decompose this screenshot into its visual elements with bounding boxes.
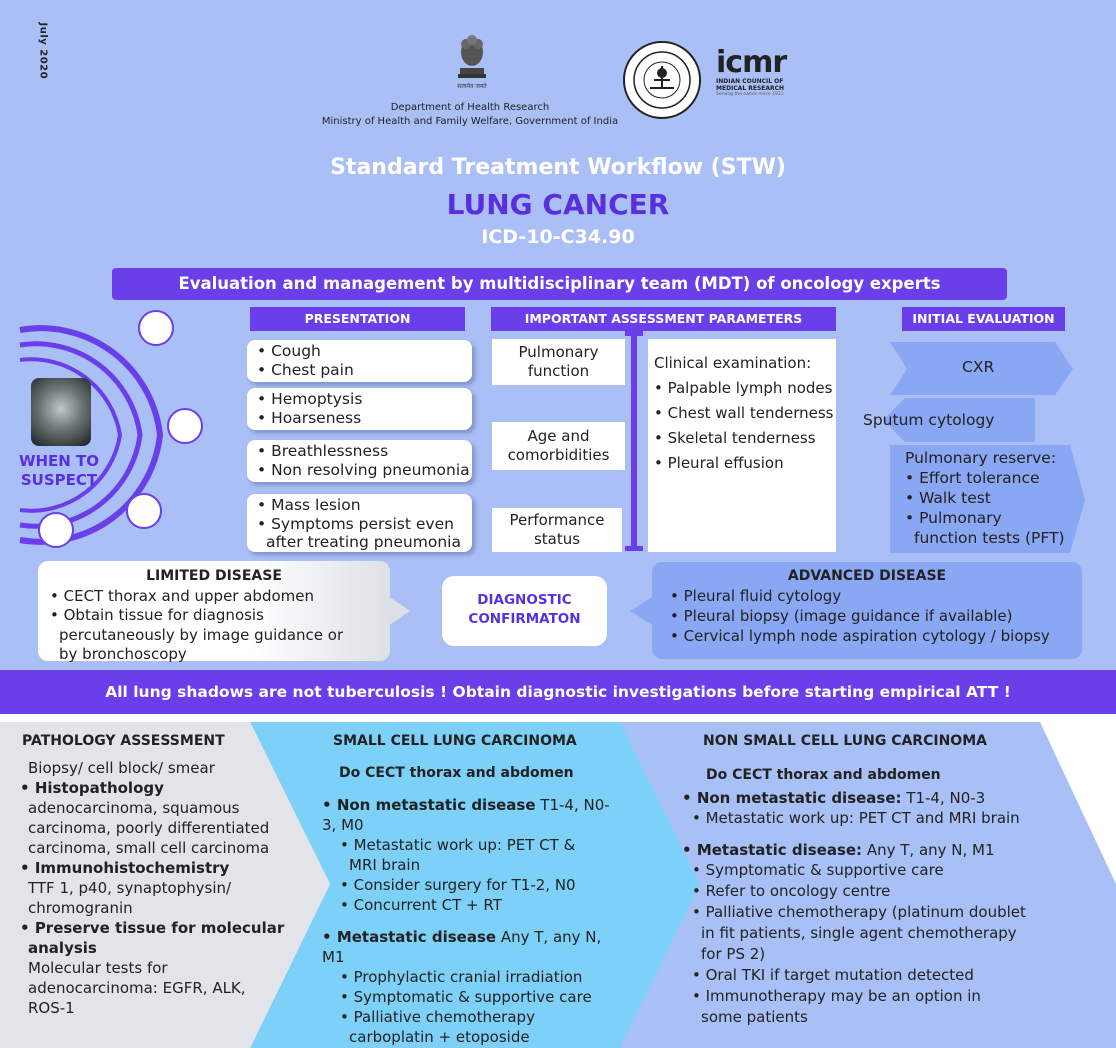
date-label: July 2020 xyxy=(37,22,49,80)
performance-status-box: Performance status xyxy=(492,508,622,552)
pathology-content: Biopsy/ cell block/ smear • Histopathology adenocarcinoma, squamous carcinoma, poorly differentiated carcinoma, small cell carcinoma • Immunohistochemistry TTF 1, p40, synaptophysin/ chromogranin • Preserve tissue for molecular analysis Molecular tests for adenocarcinoma: EGFR, ALK, ROS-1 xyxy=(20,759,285,1017)
nsclc-cect: Do CECT thorax and abdomen xyxy=(706,767,941,783)
stw-title: Standard Treatment Workflow (STW) xyxy=(330,155,786,180)
nsclc-content: • Non metastatic disease: T1-4, N0-3 • Metastatic work up: PET CT and MRI brain • Metastatic disease: Any T, any N, M1 • Symptomatic & supportive care • Refer to oncology centre • Palliative chemotherapy (platinum doublet in fit patients, single agent chemotherapy for PS 2) • Oral TKI if target mutation detected • Immunotherapy may be an option in some patients xyxy=(682,789,1026,1026)
diagnostic-confirmation-box: DIAGNOSTIC CONFIRMATON xyxy=(442,576,607,646)
presentation-box-1: • Cough • Chest pain xyxy=(247,340,472,382)
clinical-examination-box: Clinical examination: • Palpable lymph nodes • Chest wall tenderness • Skeletal tenderness • Pleural effusion xyxy=(648,339,836,552)
tuberculosis-warning-banner: All lung shadows are not tuberculosis ! Obtain diagnostic investigations before starting empirical ATT ! xyxy=(0,670,1116,714)
presentation-box-3: • Breathlessness • Non resolving pneumonia xyxy=(247,440,472,482)
sclc-title: SMALL CELL LUNG CARCINOMA xyxy=(333,733,577,749)
initial-evaluation-header: INITIAL EVALUATION xyxy=(902,307,1065,331)
presentation-header: PRESENTATION xyxy=(250,307,465,331)
mdt-banner: Evaluation and management by multidisciplinary team (MDT) of oncology experts xyxy=(112,268,1007,300)
page-title: LUNG CANCER xyxy=(446,188,670,221)
divider-bar xyxy=(631,331,637,550)
pulmonary-reserve-list: Pulmonary reserve: • Effort tolerance • Walk test • Pulmonary function tests (PFT) xyxy=(905,449,1065,547)
cxr-label: CXR xyxy=(962,358,995,376)
department-text: Department of Health Research Ministry of Health and Family Welfare, Government of India xyxy=(321,102,619,127)
icmr-logo: icmr INDIAN COUNCIL OF MEDICAL RESEARCH Serving the nation since 1911 xyxy=(716,45,787,97)
chest-pain-person-icon xyxy=(126,493,162,529)
assessment-header: IMPORTANT ASSESSMENT PARAMETERS xyxy=(491,307,836,331)
when-to-suspect-label: WHEN TO SUSPECT xyxy=(18,452,100,489)
limited-arrow-icon xyxy=(388,596,412,626)
divider-bar-top xyxy=(625,331,643,336)
lungs-icon xyxy=(38,512,74,548)
sclc-cect: Do CECT thorax and abdomen xyxy=(339,765,574,781)
sneezing-person-icon xyxy=(167,408,203,444)
presentation-box-2: • Hemoptysis • Hoarseness xyxy=(247,388,472,430)
age-comorbidities-box: Age and comorbidities xyxy=(492,422,625,470)
chest-xray-image xyxy=(31,378,91,446)
national-emblem-icon xyxy=(452,28,492,92)
pathology-title: PATHOLOGY ASSESSMENT xyxy=(22,733,225,749)
presentation-box-4: • Mass lesion • Symptoms persist even after treating pneumonia xyxy=(247,494,472,552)
svg-text:सत्यमेव जयते: सत्यमेव जयते xyxy=(457,83,487,90)
advanced-arrow-icon xyxy=(628,596,654,626)
nsclc-title: NON SMALL CELL LUNG CARCINOMA xyxy=(703,733,987,749)
sputum-cytology-label: Sputum cytology xyxy=(863,411,995,429)
icd-code: ICD-10-C34.90 xyxy=(481,226,635,248)
limited-disease-box: LIMITED DISEASE • CECT thorax and upper abdomen • Obtain tissue for diagnosis percutaneously by image guidance or by bronchoscopy xyxy=(38,561,390,661)
sclc-content: • Non metastatic disease T1-4, N0-3, M0 • Metastatic work up: PET CT & MRI brain • Consider surgery for T1-2, N0 • Concurrent CT + RT • Metastatic disease Any T, any N, M1 • Prophylactic cranial irradiation • Symptomatic & supportive care • Palliative chemotherapy carboplatin + etoposide xyxy=(322,796,610,1046)
icmr-seal-icon xyxy=(622,40,702,120)
advanced-disease-box: ADVANCED DISEASE • Pleural fluid cytology • Pleural biopsy (image guidance if available) • Cervical lymph node aspiration cytology / biopsy xyxy=(652,562,1082,659)
cough-person-icon xyxy=(138,310,174,346)
divider-bar-bottom xyxy=(625,546,643,551)
pulmonary-function-box: Pulmonary function xyxy=(492,339,625,385)
